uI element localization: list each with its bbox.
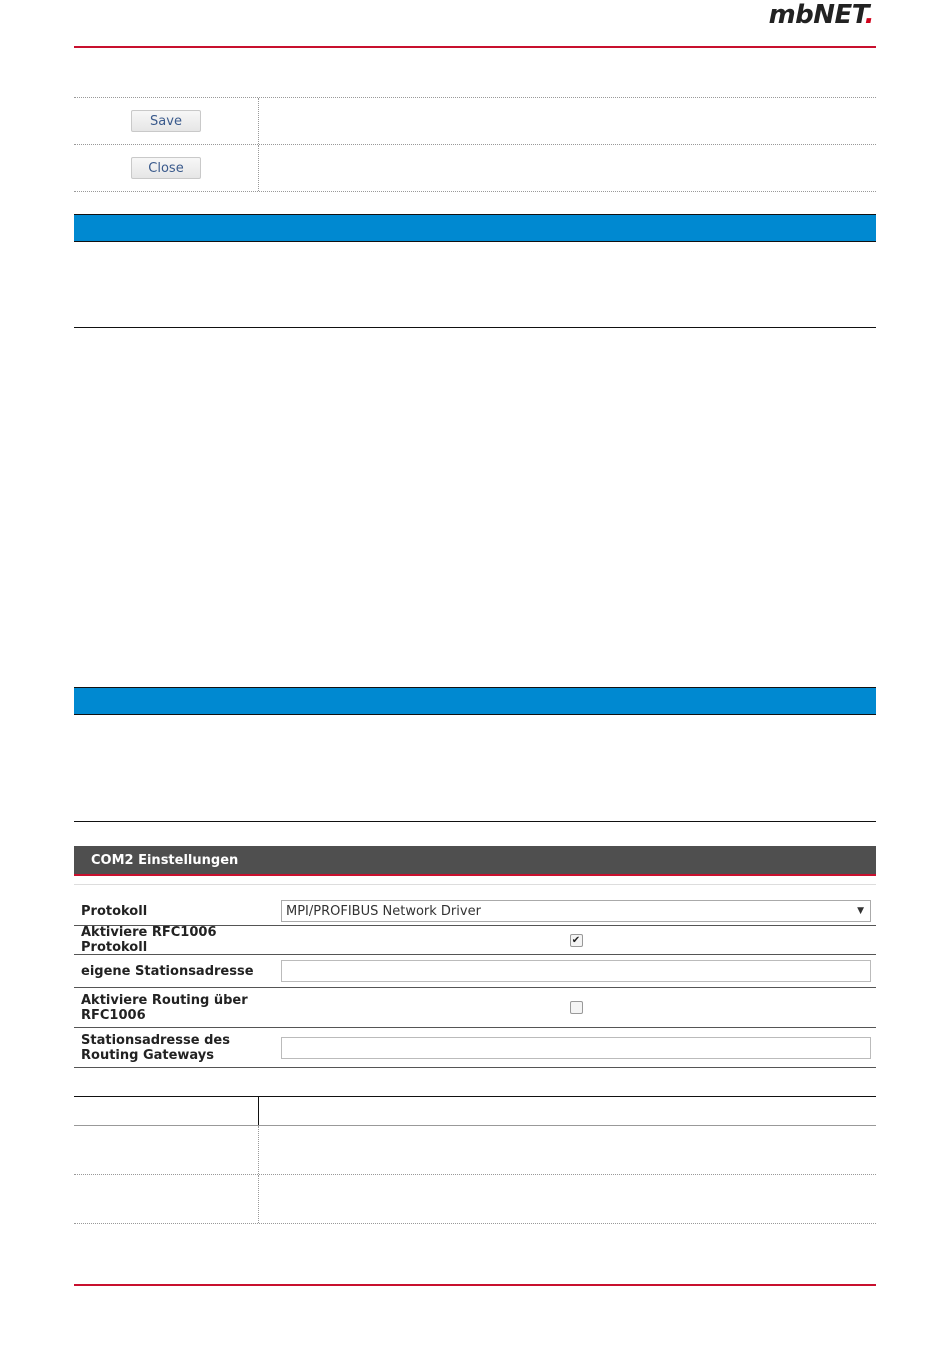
routing-label: Aktiviere Routing über RFC1006 xyxy=(81,992,248,1023)
station-address-input[interactable] xyxy=(281,960,871,982)
logo-dot: . xyxy=(864,0,874,30)
close-cell xyxy=(74,145,259,191)
protokoll-label: Protokoll xyxy=(81,904,148,919)
close-button[interactable]: Close xyxy=(131,157,201,179)
gateway-address-input[interactable] xyxy=(281,1037,871,1059)
check-icon: ✔ xyxy=(571,934,581,946)
mbnet-logo xyxy=(769,0,874,30)
station-label: eigene Stationsadresse xyxy=(81,963,254,979)
save-row xyxy=(74,97,876,145)
com2-panel xyxy=(74,846,876,1068)
routing-value-cell xyxy=(281,988,871,1027)
protokoll-selected-value: MPI/PROFIBUS Network Driver xyxy=(286,903,481,919)
button-table xyxy=(74,97,876,192)
gateway-value-cell xyxy=(281,1028,871,1067)
save-button[interactable]: Save xyxy=(131,110,201,132)
bottom-table-row xyxy=(74,1126,876,1175)
routing-row xyxy=(74,988,876,1028)
section-bar-2 xyxy=(74,687,876,715)
section-divider-2 xyxy=(74,821,876,822)
rfc1006-label: Aktiviere RFC1006 Protokoll xyxy=(81,925,217,955)
gateway-row xyxy=(74,1028,876,1068)
panel-title: COM2 Einstellungen xyxy=(74,846,876,876)
station-value-cell xyxy=(281,955,871,987)
header-divider xyxy=(74,46,876,48)
rfc1006-row xyxy=(74,926,876,955)
rfc1006-checkbox[interactable] xyxy=(570,934,583,947)
routing-checkbox[interactable] xyxy=(570,1001,583,1014)
chevron-down-icon: ▼ xyxy=(857,906,864,916)
section-bar-1 xyxy=(74,214,876,242)
protokoll-value-cell xyxy=(281,885,871,925)
bottom-table-cell xyxy=(74,1175,259,1223)
close-row xyxy=(74,145,876,192)
protokoll-row xyxy=(74,885,876,926)
footer-divider xyxy=(74,1284,876,1286)
bottom-table-row xyxy=(74,1175,876,1224)
rfc1006-value-cell xyxy=(281,926,871,954)
bottom-table xyxy=(74,1096,876,1224)
save-cell xyxy=(74,98,259,144)
section-divider-1 xyxy=(74,327,876,328)
gateway-label: Stationsadresse des Routing Gateways xyxy=(81,1032,230,1063)
logo-text: mbNET xyxy=(768,0,865,30)
bottom-table-cell xyxy=(74,1126,259,1174)
station-row xyxy=(74,955,876,988)
bottom-table-header-cell xyxy=(74,1097,259,1125)
bottom-table-header xyxy=(74,1096,876,1126)
panel-body xyxy=(74,884,876,1068)
protokoll-select[interactable] xyxy=(281,900,871,922)
